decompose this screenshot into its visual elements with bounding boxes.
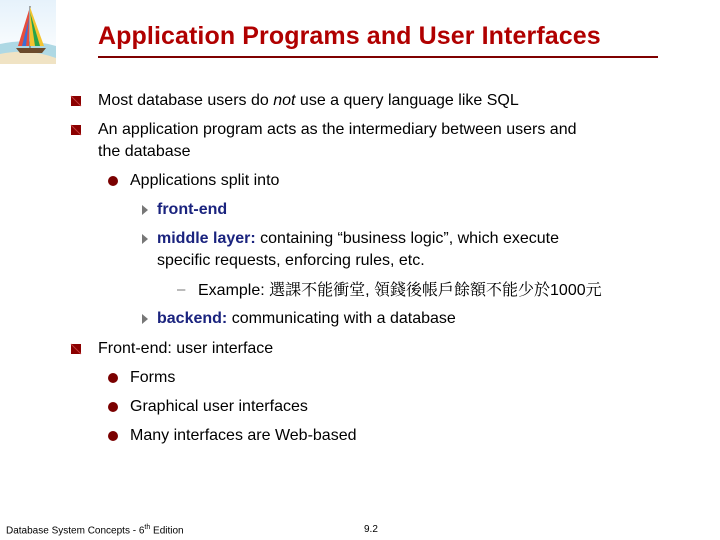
subbullet-applications-split: Applications split into <box>130 172 280 189</box>
bullet-query-language <box>98 90 519 112</box>
triangle-bullet-icon <box>141 233 149 245</box>
bullet-text: use a query language like SQL <box>295 92 519 109</box>
footer-page-number: 9.2 <box>364 524 378 535</box>
square-bullet-icon <box>70 95 82 107</box>
subbullet-forms: Forms <box>130 369 176 386</box>
triangle-bullet-icon <box>141 204 149 216</box>
footer-text: Database System Concepts - 6 <box>6 525 145 537</box>
term-middle-layer: middle layer: <box>157 230 256 247</box>
subbullet-web-based: Many interfaces are Web-based <box>130 427 357 444</box>
subbullet-gui: Graphical user interfaces <box>130 398 308 415</box>
subbullet-middle-layer <box>157 228 559 272</box>
subbullet-backend <box>157 308 456 330</box>
bullet-text: communicating with a database <box>227 310 456 327</box>
bullet-text-line: the database <box>98 143 191 160</box>
term-backend: backend: <box>157 310 228 327</box>
subbullet-front-end: front-end <box>157 201 228 218</box>
dash-bullet-icon: – <box>177 281 186 298</box>
emphasis-text: not <box>273 92 296 109</box>
square-bullet-icon <box>70 343 82 355</box>
square-bullet-icon <box>70 124 82 136</box>
bullet-front-end-ui: Front-end: user interface <box>98 340 274 357</box>
triangle-bullet-icon <box>141 313 149 325</box>
footer-superscript: th <box>144 524 151 531</box>
circle-bullet-icon <box>107 430 119 442</box>
circle-bullet-icon <box>107 175 119 187</box>
slide-title: Application Programs and User Interfaces <box>98 22 601 50</box>
footer-book-title <box>6 524 184 536</box>
title-underline <box>98 56 658 58</box>
circle-bullet-icon <box>107 372 119 384</box>
bullet-text: containing “business logic”, which execute <box>255 230 559 247</box>
bullet-text-line: specific requests, enforcing rules, etc. <box>157 252 425 269</box>
bullet-text-line: An application program acts as the intermediary between users and <box>98 121 577 138</box>
bullet-text: Most database users do <box>98 92 274 109</box>
sailboat-beach-logo <box>0 0 56 64</box>
circle-bullet-icon <box>107 401 119 413</box>
bullet-application-program <box>98 119 576 163</box>
footer-text: Edition <box>150 525 184 537</box>
example-text: Example: 選課不能衝堂, 領錢後帳戶餘額不能少於1000元 <box>198 282 602 299</box>
